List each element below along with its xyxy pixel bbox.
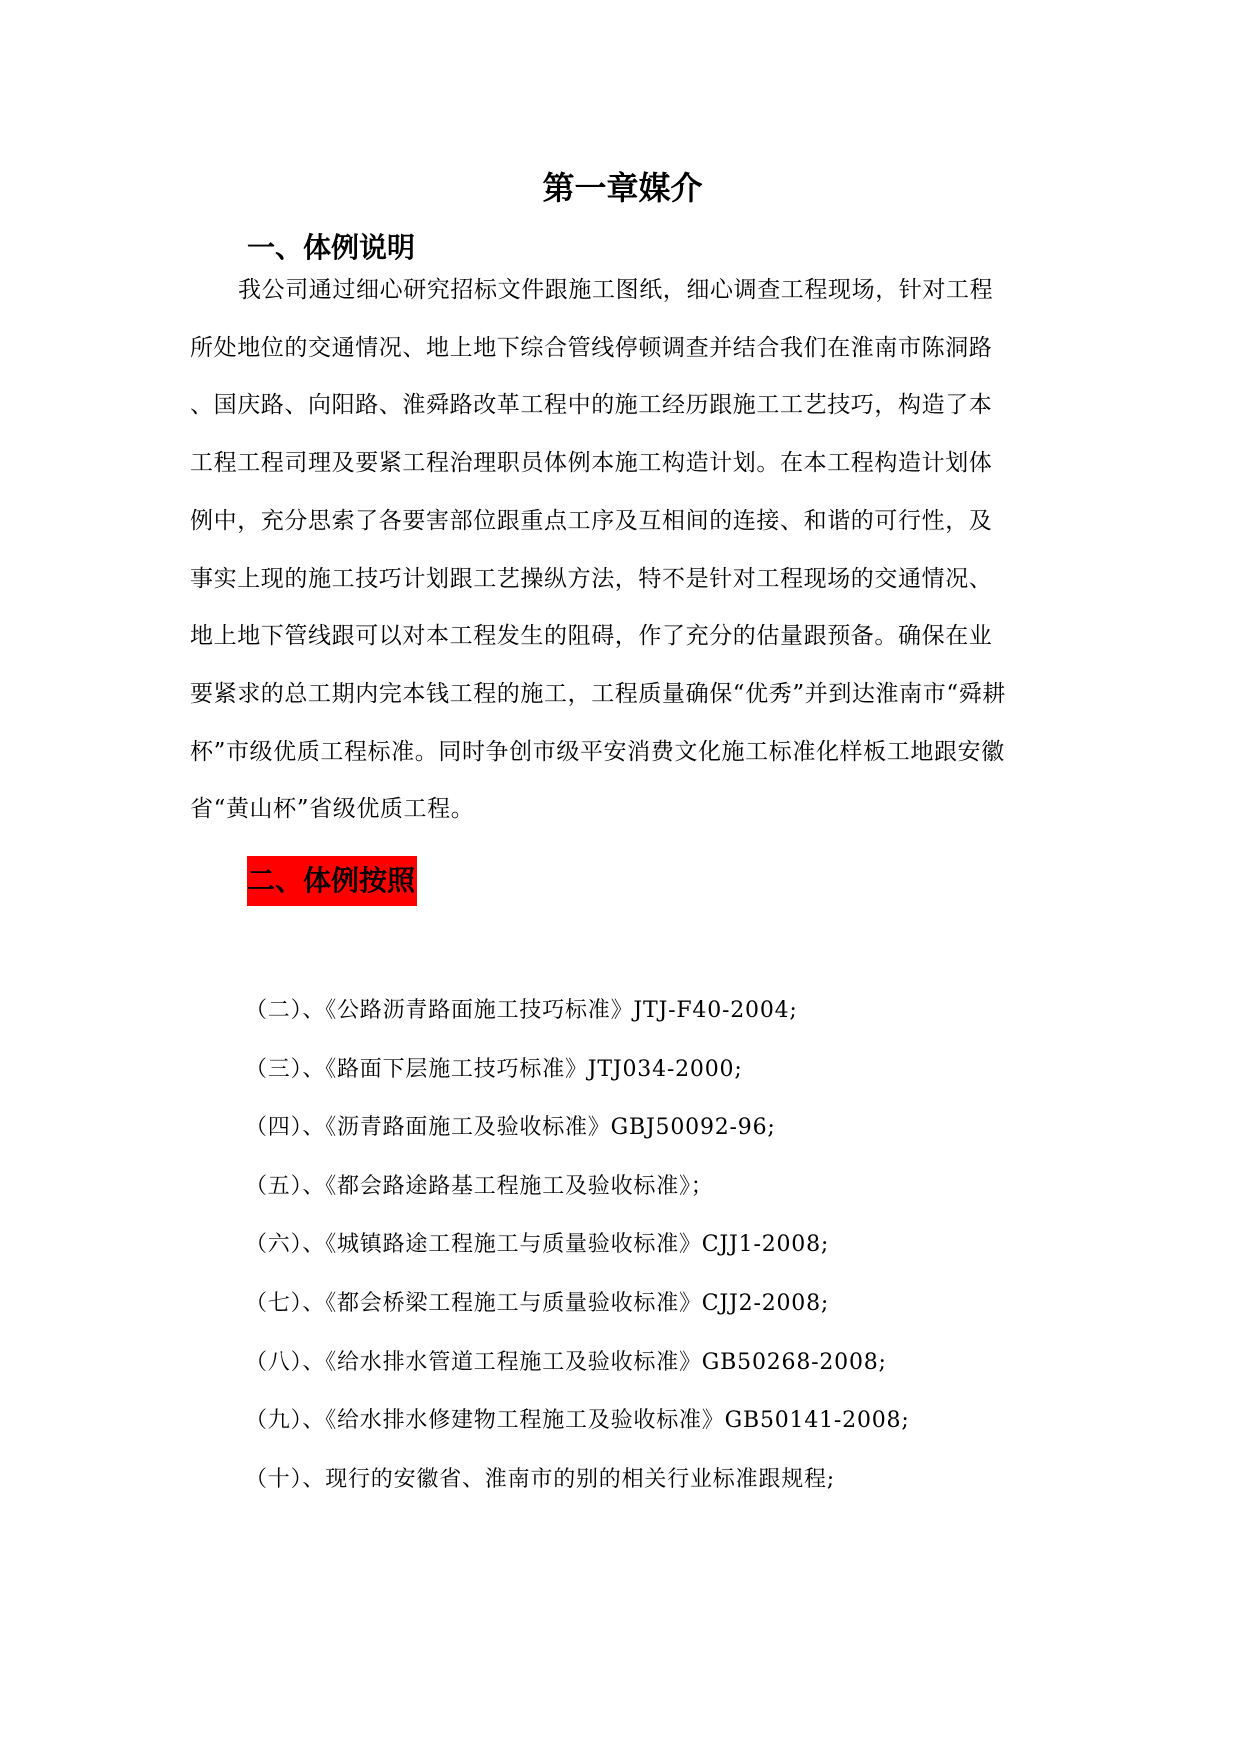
- reference-item: （十）、现行的安徽省、淮南市的别的相关行业标准跟规程;: [245, 1466, 836, 1492]
- paragraph-line: 要紧求的总工期内完本钱工程的施工，工程质量确保“优秀”并到达淮南市“舜耕: [190, 680, 1006, 707]
- paragraph-line: 我公司通过细心研究招标文件跟施工图纸，细心调查工程现场，针对工程: [238, 277, 994, 303]
- paragraph-line: 所处地位的交通情况、地上地下综合管线停顿调查并结合我们在淮南市陈洞路: [190, 334, 993, 361]
- section-heading-2-highlighted: 二、体例按照: [247, 856, 417, 906]
- paragraph-line: 工程工程司理及要紧工程治理职员体例本施工构造计划。在本工程构造计划体: [190, 450, 993, 477]
- paragraph-line: 例中，充分思索了各要害部位跟重点工序及互相间的连接、和谐的可行性，及: [190, 507, 993, 534]
- reference-standards-list: [245, 982, 910, 1509]
- paragraph-line: 事实上现的施工技巧计划跟工艺操纵方法，特不是针对工程现场的交通情况、: [190, 565, 993, 592]
- section-1-paragraph: [190, 262, 1060, 839]
- reference-item: （九）、《给水排水修建物工程施工及验收标准》GB50141-2008;: [245, 1408, 910, 1434]
- reference-item: （五）、《都会路途路基工程施工及验收标准》；: [245, 1173, 714, 1199]
- reference-item: （七）、《都会桥梁工程施工与质量验收标准》CJJ2-2008;: [245, 1290, 830, 1316]
- reference-item: （六）、《城镇路途工程施工与质量验收标准》CJJ1-2008;: [245, 1232, 830, 1258]
- chapter-title: [0, 166, 1241, 210]
- paragraph-line: 杯”市级优质工程标准。同时争创市级平安消费文化施工标准化样板工地跟安徽: [190, 738, 1005, 765]
- section-heading-1: 一、体例说明: [247, 231, 416, 264]
- chapter-title-text: 第一章媒介: [542, 169, 703, 207]
- reference-item: （四）、《沥青路面施工及验收标准》GBJ50092-96;: [245, 1115, 776, 1141]
- paragraph-line: 省“黄山杯”省级优质工程。: [190, 796, 475, 823]
- reference-item: （二）、《公路沥青路面施工技巧标准》JTJ-F40-2004;: [245, 998, 798, 1023]
- paragraph-line: 、国庆路、向阳路、淮舜路改革工程中的施工经历跟施工工艺技巧，构造了本: [190, 392, 993, 419]
- reference-item: （三）、《路面下层施工技巧标准》JTJ034-2000;: [245, 1056, 743, 1082]
- reference-item: （八）、《给水排水管道工程施工及验收标准》GB50268-2008;: [245, 1349, 887, 1375]
- paragraph-line: 地上地下管线跟可以对本工程发生的阻碍，作了充分的估量跟预备。确保在业: [190, 623, 993, 650]
